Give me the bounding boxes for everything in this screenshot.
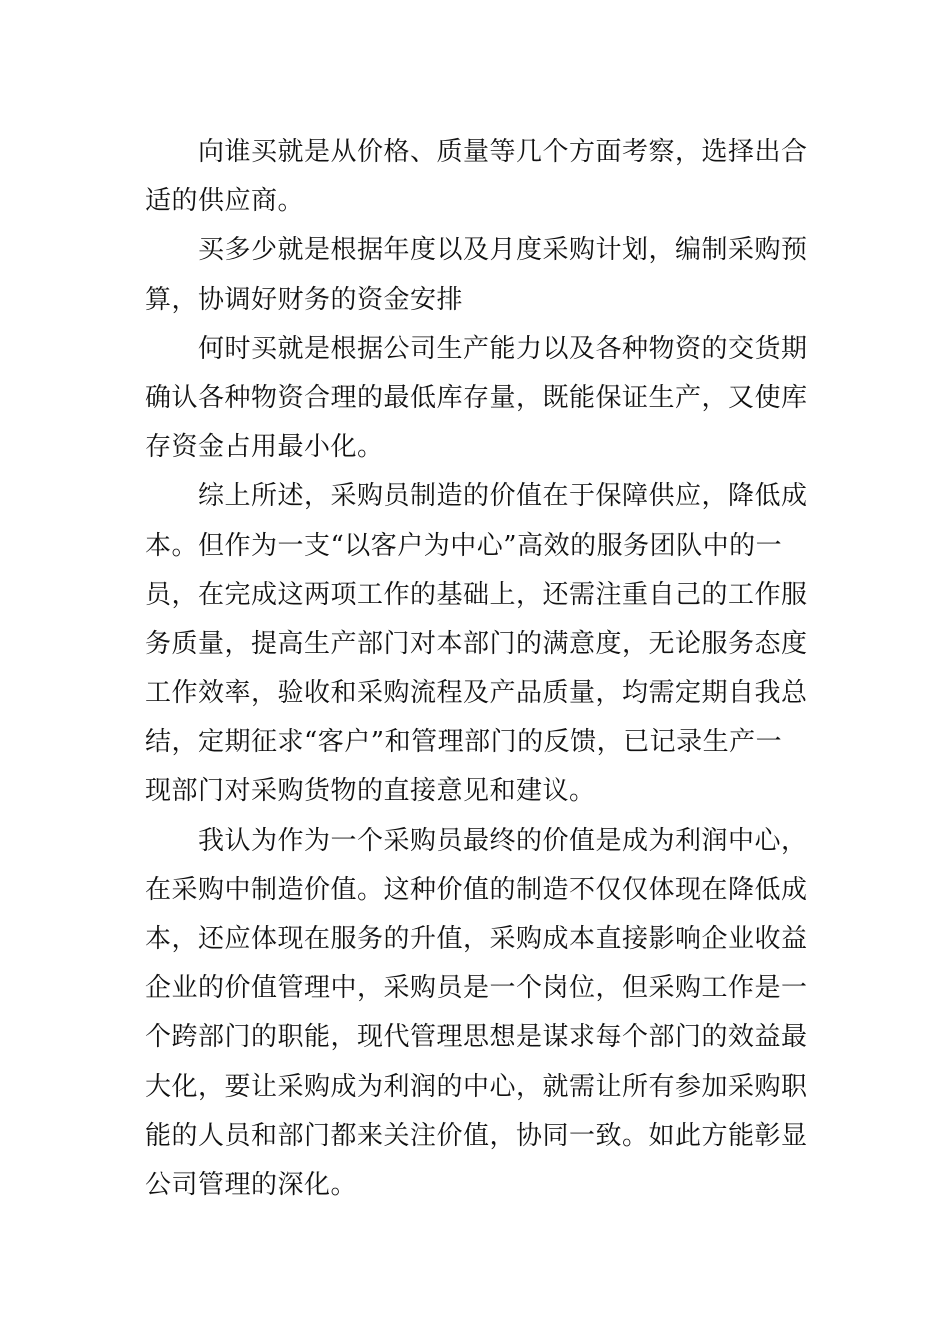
paragraph-line: 适的供应商。 xyxy=(145,186,305,217)
paragraph-line: 在采购中制造价值。这种价值的制造不仅仅体现在降低成 xyxy=(145,874,808,905)
paragraph-line: 算，协调好财务的资金安排 xyxy=(145,284,464,315)
paragraph-line: 本，还应体现在服务的升值，采购成本直接影响企业收益 xyxy=(145,924,808,954)
paragraph-value xyxy=(145,817,810,1211)
paragraph-line: 结，定期征求“客户”和管理部门的反馈，已记录生产一 xyxy=(145,727,783,758)
paragraph-supplier xyxy=(145,128,810,226)
paragraph-line: 何时买就是根据公司生产能力以及各种物资的交货期 xyxy=(198,333,808,364)
paragraph-timing xyxy=(145,325,810,473)
paragraph-line: 我认为作为一个采购员最终的价值是成为利润中心， xyxy=(198,825,808,856)
paragraph-line: 员，在完成这两项工作的基础上，还需注重自己的工作服 xyxy=(145,579,808,610)
paragraph-line: 向谁买就是从价格、质量等几个方面考察，选择出合 xyxy=(198,137,808,167)
paragraph-line: 个跨部门的职能，现代管理思想是谋求每个部门的效益最 xyxy=(145,1022,808,1053)
document-body xyxy=(145,128,810,1210)
paragraph-line: 务质量，提高生产部门对本部门的满意度，无论服务态度 xyxy=(145,628,808,659)
paragraph-summary xyxy=(145,472,810,816)
paragraph-line: 本。但作为一支“以客户为中心”高效的服务团队中的一 xyxy=(145,530,783,561)
paragraph-line: 综上所述，采购员制造的价值在于保障供应，降低成 xyxy=(198,481,808,512)
paragraph-line: 存资金占用最小化。 xyxy=(145,432,384,463)
paragraph-quantity xyxy=(145,226,810,324)
paragraph-line: 大化，要让采购成为利润的中心，就需让所有参加采购职 xyxy=(145,1071,808,1102)
paragraph-line: 买多少就是根据年度以及月度采购计划，编制采购预 xyxy=(198,235,808,266)
paragraph-line: 现部门对采购货物的直接意见和建议。 xyxy=(145,776,596,807)
paragraph-line: 能的人员和部门都来关注价值，协同一致。如此方能彰显 xyxy=(145,1120,808,1151)
paragraph-line: 公司管理的深化。 xyxy=(145,1169,358,1200)
paragraph-line: 企业的价值管理中，采购员是一个岗位，但采购工作是一 xyxy=(145,973,808,1004)
paragraph-line: 确认各种物资合理的最低库存量，既能保证生产，又使库 xyxy=(145,382,808,413)
paragraph-line: 工作效率，验收和采购流程及产品质量，均需定期自我总 xyxy=(145,678,808,709)
